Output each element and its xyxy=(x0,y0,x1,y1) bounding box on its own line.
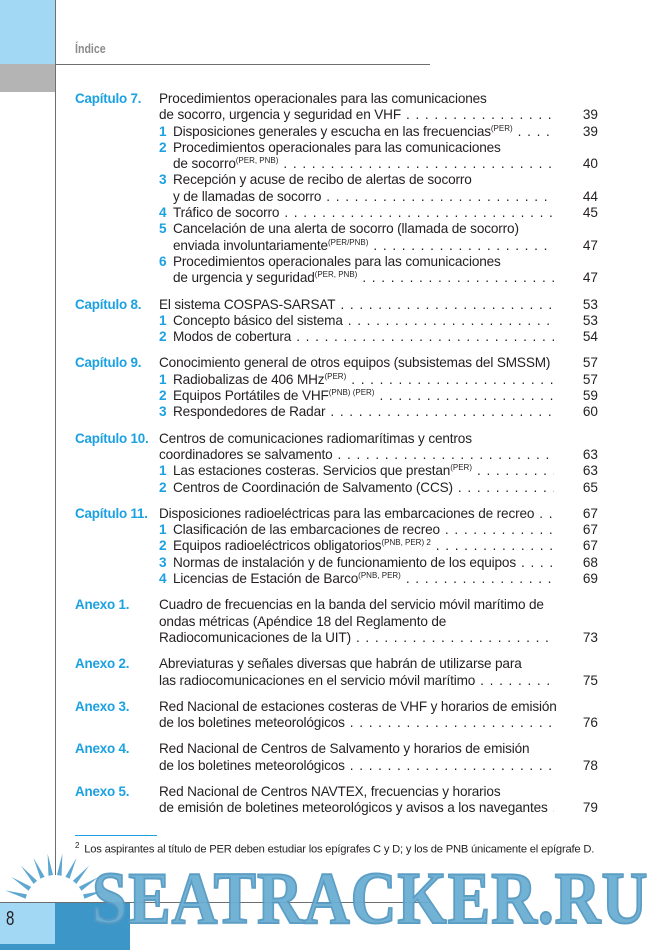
toc-line xyxy=(75,630,600,646)
page-ref: 47 xyxy=(582,270,598,286)
toc-line xyxy=(75,800,600,816)
audience-superscript: (PER, PNB) xyxy=(235,156,279,166)
page-ref: 53 xyxy=(582,296,598,312)
entry-title xyxy=(159,597,544,613)
audience-superscript: (PER) xyxy=(324,371,347,381)
chapter-label: Anexo 1. xyxy=(75,597,130,613)
entry-title-text: de urgencia y seguridad xyxy=(173,270,315,286)
entry-title-text: Radiobalizas de 406 MHz xyxy=(173,371,325,387)
entry-title xyxy=(173,538,431,554)
dot-leader xyxy=(480,673,554,689)
section-number: 6 xyxy=(159,253,167,269)
toc-entry xyxy=(75,597,600,646)
dot-leader xyxy=(436,538,554,554)
entry-title-text: Centros de comunicaciones radiomarítimas y centros xyxy=(159,430,472,446)
chapter-label: Capítulo 10. xyxy=(75,430,149,446)
toc-line xyxy=(75,758,600,774)
toc-line xyxy=(75,372,600,388)
dot-leader xyxy=(348,313,554,329)
entry-title-text: Red Nacional de Centros NAVTEX, frecuencias y horarios xyxy=(159,783,501,799)
toc-line xyxy=(75,480,600,496)
entry-title xyxy=(173,480,453,496)
entry-title-text: Las estaciones costeras. Servicios que prestan xyxy=(173,463,451,479)
entry-title xyxy=(159,630,351,646)
toc-entry xyxy=(75,431,600,496)
toc-line xyxy=(75,124,600,140)
audience-superscript: (PER) xyxy=(490,123,513,133)
section-number: 3 xyxy=(159,172,167,188)
footnote-mark: 2 xyxy=(75,841,80,850)
entry-title xyxy=(159,715,345,731)
entry-title-text: enviada involuntariamente xyxy=(173,237,328,253)
page-ref: 73 xyxy=(582,629,598,645)
header-rule xyxy=(55,64,430,65)
entry-title-text: Procedimientos operacionales para las comunicaciones xyxy=(173,139,501,155)
dot-leader xyxy=(283,156,554,172)
entry-title-text: Clasificación de las embarcaciones de recreo xyxy=(173,522,440,538)
entry-title xyxy=(159,447,333,463)
section-number: 2 xyxy=(159,538,167,554)
entry-title xyxy=(159,297,335,313)
toc-line xyxy=(75,741,600,757)
entry-title xyxy=(173,372,346,388)
page-ref: 68 xyxy=(582,554,598,570)
entry-title xyxy=(173,388,374,404)
section-number: 1 xyxy=(159,312,167,328)
toc-entry xyxy=(75,297,600,346)
section-number: 4 xyxy=(159,205,167,221)
dot-leader xyxy=(406,107,554,123)
audience-superscript: (PER) xyxy=(450,463,472,473)
page-number: 8 xyxy=(6,908,15,930)
toc-entry xyxy=(75,355,600,420)
toc-line xyxy=(75,431,600,447)
chapter-label: Capítulo 8. xyxy=(75,296,142,312)
entry-title-text: Red Nacional de Centros de Salvamento y horarios de emisión xyxy=(159,741,530,757)
audience-superscript: (PER/PNB) xyxy=(327,237,369,247)
page-ref: 57 xyxy=(582,355,598,371)
section-number: 2 xyxy=(159,388,167,404)
entry-title-text: Procedimientos operacionales para las comunicaciones xyxy=(173,253,501,269)
dot-leader xyxy=(553,800,554,816)
entry-title-text: Equipos Portátiles de VHF xyxy=(173,388,329,404)
section-number: 1 xyxy=(159,522,167,538)
dot-leader xyxy=(338,447,554,463)
section-number: 2 xyxy=(159,139,167,155)
toc-line xyxy=(75,329,600,345)
section-number: 4 xyxy=(159,571,167,587)
dot-leader xyxy=(521,555,554,571)
dot-leader xyxy=(340,297,554,313)
toc-line xyxy=(75,699,600,715)
chapter-label: Capítulo 7. xyxy=(75,91,142,106)
entry-title xyxy=(173,156,278,172)
entry-title-text: Procedimientos operacionales para las comunicaciones xyxy=(159,91,487,106)
entry-title-text: Disposiciones radioeléctricas para las embarcaciones de recreo xyxy=(159,505,535,521)
entry-title xyxy=(173,221,519,237)
audience-superscript: (PER, PNB) xyxy=(314,270,358,280)
toc-entry xyxy=(75,699,600,732)
entry-title-text: Conocimiento general de otros equipos (subsistemas del SMSSM) xyxy=(159,355,551,371)
toc-line xyxy=(75,388,600,404)
entry-title-text: Disposiciones generales y escucha en las frecuencias xyxy=(173,123,491,139)
entry-title xyxy=(173,571,401,587)
page-ref: 53 xyxy=(582,312,598,328)
chapter-label: Anexo 4. xyxy=(75,741,130,757)
entry-title-text: las radiocomunicaciones en el servicio móvil marítimo xyxy=(159,672,476,688)
entry-title-text: Concepto básico del sistema xyxy=(173,312,343,328)
dot-leader xyxy=(362,270,554,286)
page-ref: 69 xyxy=(582,571,598,587)
entry-title-text: Normas de instalación y de funcionamiento de los equipos xyxy=(173,554,516,570)
audience-superscript: (PNB) (PER) xyxy=(328,388,375,398)
entry-title xyxy=(173,313,343,329)
toc-line xyxy=(75,189,600,205)
entry-title-text: coordinadores se salvamento xyxy=(159,446,333,462)
entry-title xyxy=(173,404,325,420)
footnote-text: Los aspirantes al título de PER deben estudiar los epígrafes C y D; y los de PNB únicamente el epígrafe D. xyxy=(84,843,595,856)
entry-title xyxy=(173,329,291,345)
entry-title-text: Centros de Coordinación de Salvamento (CCS) xyxy=(173,479,453,495)
toc-line xyxy=(75,404,600,420)
toc-line xyxy=(75,506,600,522)
toc-line xyxy=(75,597,600,613)
page-ref: 44 xyxy=(582,188,598,204)
gray-band xyxy=(0,64,55,92)
watermark: SEATRACKER.RU xyxy=(92,858,649,940)
entry-title xyxy=(173,140,501,156)
section-number: 2 xyxy=(159,329,167,345)
entry-title xyxy=(159,91,487,107)
toc-entry xyxy=(75,506,600,587)
entry-title xyxy=(159,741,529,757)
toc-line xyxy=(75,715,600,731)
entry-title-text: Respondedores de Radar xyxy=(173,404,326,420)
entry-title-text: de emisión de boletines meteorológicos y avisos a los navegantes xyxy=(159,800,548,816)
entry-title-text: y de llamadas de socorro xyxy=(173,188,322,204)
page-ref: 54 xyxy=(582,329,598,345)
chapter-label: Capítulo 9. xyxy=(75,355,142,371)
toc-line xyxy=(75,463,600,479)
toc-entry xyxy=(75,741,600,774)
toc-line xyxy=(75,656,600,672)
footnote xyxy=(75,841,594,856)
page-ref: 76 xyxy=(582,715,598,731)
entry-title xyxy=(159,506,534,522)
section-header: Índice xyxy=(75,42,106,56)
entry-title xyxy=(159,758,345,774)
dot-leader xyxy=(539,506,554,522)
toc-line xyxy=(75,614,600,630)
margin-rule xyxy=(55,0,56,944)
page-ref: 63 xyxy=(582,463,598,479)
toc-line xyxy=(75,555,600,571)
toc-line xyxy=(75,270,600,286)
section-number: 3 xyxy=(159,404,167,420)
entry-title-text: de socorro xyxy=(173,156,236,172)
dot-leader xyxy=(284,205,554,221)
toc-entry xyxy=(75,656,600,689)
toc-line xyxy=(75,140,600,156)
page-ref: 67 xyxy=(582,522,598,538)
section-number: 3 xyxy=(159,554,167,570)
entry-title-text: Licencias de Estación de Barco xyxy=(173,571,359,587)
entry-title-text: Modos de cobertura xyxy=(173,329,292,345)
page-ref: 63 xyxy=(582,446,598,462)
toc-line xyxy=(75,538,600,554)
footnote-rule xyxy=(75,835,157,836)
toc-entry xyxy=(75,784,600,817)
entry-title xyxy=(159,699,557,715)
entry-title xyxy=(173,172,472,188)
dot-leader xyxy=(406,571,554,587)
dot-leader xyxy=(518,124,554,140)
entry-title-text: Cuadro de frecuencias en la banda del servicio móvil marítimo de xyxy=(159,597,544,613)
entry-title xyxy=(159,800,548,816)
dot-leader xyxy=(445,522,554,538)
dot-leader xyxy=(351,372,554,388)
section-number: 2 xyxy=(159,479,167,495)
toc-line xyxy=(75,313,600,329)
entry-title xyxy=(159,107,401,123)
entry-title xyxy=(159,673,475,689)
page-ref: 59 xyxy=(582,388,598,404)
entry-title-text: ondas métricas (Apéndice 18 del Reglamento de xyxy=(159,613,447,629)
chapter-label: Anexo 2. xyxy=(75,656,130,672)
section-number: 1 xyxy=(159,123,167,139)
page-ref: 39 xyxy=(582,107,598,123)
entry-title xyxy=(173,189,321,205)
dot-leader xyxy=(356,630,554,646)
entry-title-text: Recepción y acuse de recibo de alertas de socorro xyxy=(173,172,472,188)
dot-leader xyxy=(326,189,554,205)
chapter-label: Capítulo 11. xyxy=(75,505,148,521)
page-ref: 79 xyxy=(582,800,598,816)
top-color-band xyxy=(0,0,55,64)
dot-leader xyxy=(350,758,554,774)
entry-title xyxy=(173,238,368,254)
toc-line xyxy=(75,355,600,371)
entry-title xyxy=(173,124,513,140)
toc-line xyxy=(75,571,600,587)
dot-leader xyxy=(350,715,554,731)
toc-line xyxy=(75,254,600,270)
toc-line xyxy=(75,156,600,172)
page-ref: 45 xyxy=(582,205,598,221)
entry-title-text: Tráfico de socorro xyxy=(173,205,280,221)
toc-line xyxy=(75,107,600,123)
toc-line xyxy=(75,91,600,107)
toc-line xyxy=(75,784,600,800)
entry-title xyxy=(173,254,501,270)
entry-title-text: Equipos radioeléctricos obligatorios xyxy=(173,538,382,554)
entry-title-text: Radiocomunicaciones de la UIT) xyxy=(159,629,351,645)
section-number: 5 xyxy=(159,221,167,237)
entry-title-text: de socorro, urgencia y seguridad en VHF xyxy=(159,107,401,123)
entry-title-text: El sistema COSPAS-SARSAT xyxy=(159,296,336,312)
entry-title xyxy=(159,431,472,447)
entry-title xyxy=(173,270,357,286)
toc-line xyxy=(75,673,600,689)
dot-leader xyxy=(379,388,554,404)
entry-title-text: Red Nacional de estaciones costeras de VHF y horarios de emisión xyxy=(159,698,557,714)
audience-superscript: (PNB, PER) 2 xyxy=(381,538,431,548)
entry-title xyxy=(173,555,516,571)
page-ref: 78 xyxy=(582,757,598,773)
page-ref: 75 xyxy=(582,672,598,688)
entry-title xyxy=(159,614,446,630)
page-ref: 60 xyxy=(582,404,598,420)
dot-leader xyxy=(373,238,554,254)
toc-line xyxy=(75,522,600,538)
entry-title xyxy=(159,784,500,800)
page-ref: 67 xyxy=(582,538,598,554)
dot-leader xyxy=(477,463,554,479)
page-ref: 40 xyxy=(582,156,598,172)
toc-line xyxy=(75,297,600,313)
entry-title-text: de los boletines meteorológicos xyxy=(159,715,345,731)
audience-superscript: (PNB, PER) xyxy=(358,571,401,581)
entry-title xyxy=(173,522,440,538)
chapter-label: Anexo 5. xyxy=(75,783,130,799)
dot-leader xyxy=(458,480,554,496)
toc-line xyxy=(75,221,600,237)
dot-leader xyxy=(330,404,554,420)
entry-title-text: Abreviaturas y señales diversas que habrán de utilizarse para xyxy=(159,656,522,672)
entry-title-text: de los boletines meteorológicos xyxy=(159,757,345,773)
section-number: 1 xyxy=(159,371,167,387)
toc-line xyxy=(75,238,600,254)
table-of-contents xyxy=(75,91,600,827)
entry-title xyxy=(159,656,522,672)
chapter-label: Anexo 3. xyxy=(75,698,130,714)
toc-line xyxy=(75,172,600,188)
section-number: 1 xyxy=(159,463,167,479)
page-ref: 65 xyxy=(582,479,598,495)
entry-title-text: Cancelación de una alerta de socorro (llamada de socorro) xyxy=(173,221,519,237)
toc-line xyxy=(75,447,600,463)
entry-title xyxy=(159,355,550,371)
page-ref: 67 xyxy=(582,505,598,521)
dot-leader xyxy=(296,329,554,345)
page-ref: 47 xyxy=(582,237,598,253)
entry-title xyxy=(173,205,279,221)
toc-line xyxy=(75,205,600,221)
toc-entry xyxy=(75,91,600,287)
page-ref: 39 xyxy=(582,123,598,139)
entry-title xyxy=(173,463,472,479)
page-ref: 57 xyxy=(582,371,598,387)
